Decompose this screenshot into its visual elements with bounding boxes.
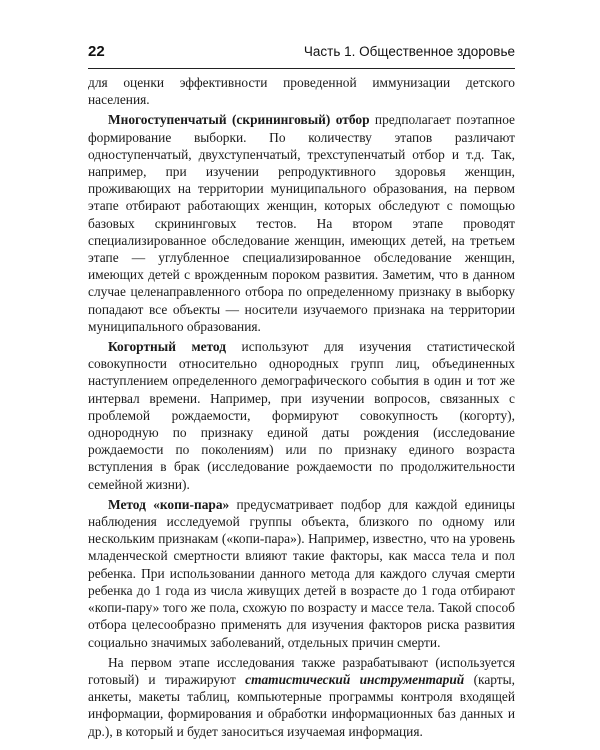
paragraph-text: предполагает поэтапное формирование выборки. По количеству этапов различают одноступенчатый, двухступенчатый, трехступенчатый отбор и т.д. Так, например, при изучении репродуктивного здоровья женщин, проживающих на территории муниципального образования, на первом этапе отбирают работающих женщин, которых обследуют с помощью базовых скрининговых тестов. На втором этапе проводят специализированное обследование женщин, имеющих детей, на третьем этапе — углубленное специализированное обследование женщин, имеющих детей с врожденным пороком развития. Заметим, что в данном случае целенаправленного отбора по определенному признаку в выборку попадают все объекты — носители изучаемого признака на территории муниципального образования. [88,112,515,334]
paragraph-text: предусматривает подбор для каждой единицы наблюдения исследуемой группы объекта, близкого по одному или нескольким признакам («копи-пара»). Например, известно, что на уровень младенческой смертности влияют такие факторы, как масса тела и пол ребенка. При использовании данного метода для каждого случая смерти ребенка до 1 года из числа живущих детей в возрасте до 1 года отбирают «копи-пару» того же пола, схожую по возрасту и массе тела. Такой способ отбора целесообразно применять для изучения факторов риска развития социально значимых заболеваний, отдельных причин смерти. [88,496,515,650]
paragraph-multistage-sampling [88,111,515,335]
paragraph-cohort-method [88,338,515,493]
term-statistical-toolkit: статистический инструментарий [245,671,465,687]
body-text [88,74,515,740]
paragraph-text: для оценки эффективности проведенной иммунизации детского населения. [88,75,515,108]
page-header [88,40,515,69]
page-number: 22 [88,43,105,60]
paragraph-text: На первом этапе исследования также разрабатывают (используется готовый) и тиражируют [88,654,515,687]
term-copy-pair-method: Метод «копи-пара» [108,496,230,512]
term-cohort-method: Когортный метод [108,339,227,355]
term-multistage-sampling: Многоступенчатый (скрининговый) отбор [108,112,370,128]
paragraph-text: (карты, анкеты, макеты таблиц, компьютерные программы контроля входящей информации, формирования и обработки информационных баз данных и др.), в который и будет заноситься изучаемая информация. [88,671,515,739]
paragraph-continuation [88,74,515,108]
running-head: Часть 1. Общественное здоровье [303,44,515,59]
paragraph-copy-pair-method [88,496,515,651]
paragraph-text: используют для изучения статистической совокупности относительно однородных групп лиц, объединенных наступлением определенного демографического события в один и тот же интервал времени. Например, при изучении вопросов, связанных с проблемой рождаемости, формируют совокупность (когорту), однородную по признаку единой даты рождения (исследование рождаемости по поколениям) или по признаку единого возраста вступления в брак (исследование рождаемости по продолжительности семейной жизни). [88,339,516,492]
paragraph-statistical-toolkit [88,654,515,740]
